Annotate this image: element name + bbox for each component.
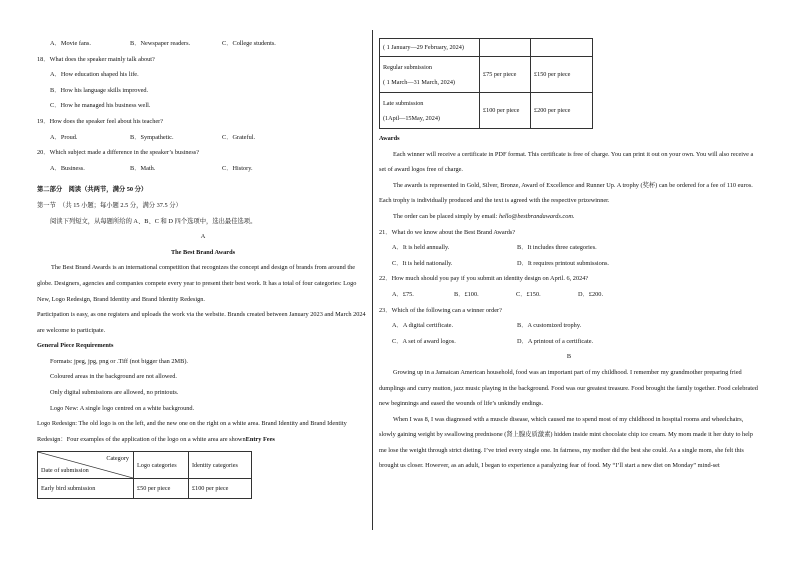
q18-option-b: B．How his language skills improved. [50, 86, 149, 94]
awards-para2: The awards is represented in Gold, Silver, Bronze, Award of Excellence and Runner Up. A trophy (奖杯) can be ordered for a fee of 110 euros. Each trophy is individually produced and the text is agreed with the respective prizewinner. [379, 181, 753, 205]
q23-stem: 23．Which of the following can a winner order? [379, 306, 502, 314]
order-email: hello@bestbrandawards.com. [498, 212, 575, 220]
q22-option-a: A．£75. [392, 290, 414, 298]
q19-option-b: B．Sympathetic. [130, 133, 174, 141]
reading-instruction: 阅读下列短文，从每题所给的 A、B、C 和 D 四个选项中，选出最佳选项。 [50, 217, 257, 225]
header-logo-categories: Logo categories [134, 452, 189, 479]
passage-a-para1: The Best Brand Awards is an international competition that recognizes the concept and design of brands from around the globe. Designers, agencies and companies compete every year to present their best work. It has a total of four categories: Logo New, Logo Redesign, Brand Identity and Brand Identity Redesign. [37, 264, 357, 303]
regular-logo-fee: £75 per piece [480, 57, 531, 93]
table-diagonal-header [38, 452, 134, 479]
header-identity-categories: Identity categories [189, 452, 252, 479]
q18-option-c: C．How he managed his business well. [50, 102, 151, 110]
awards-heading: Awards [379, 135, 400, 142]
passage-a-para2: Participation is easy, as one registers and uploads the work via the website. Brands created between January 2023 and March 2024 are welcome to participate. [37, 311, 366, 334]
q23-option-d: D．A printout of a certificate. [517, 337, 594, 345]
q22-option-c: C．£150. [516, 290, 541, 298]
regular-label: Regular submission [383, 63, 432, 71]
awards-para1: Each winner will receive a certificate in PDF format. This certificate is free of charge. You can print it out on your own. You will also receive a set of award logos free of charge. [379, 150, 754, 174]
q21-option-c: C．It is held nationally. [392, 259, 453, 267]
requirement-formats: Formats: jpeg, jpg, png or .Tiff (not bigger than 2MB). [50, 357, 189, 365]
empty-cell [531, 39, 593, 57]
requirements-heading: General Piece Requirements [37, 342, 114, 350]
q23-option-a: A．A digital certificate. [392, 322, 454, 330]
header-date: Date of submission [41, 467, 89, 475]
fees-table-part1 [37, 451, 252, 499]
q22-options [379, 287, 759, 303]
q22-option-d: D．£200. [578, 290, 604, 298]
regular-submission-cell [380, 57, 480, 93]
q19-stem: 19．How does the speaker feel about his teacher? [37, 117, 164, 125]
header-category: Category [106, 455, 129, 463]
q21-option-b: B．It includes three categories. [517, 244, 597, 252]
early-bird-logo-fee: £50 per piece [134, 479, 189, 499]
column-divider [372, 30, 373, 530]
early-bird-dates: ( 1 January—29 February, 2024) [380, 39, 480, 57]
late-dates: (1Apil—15May, 2024) [383, 114, 440, 122]
passage-b-letter: B [566, 353, 572, 361]
q18-option-a: A．How education shaped his life. [50, 71, 139, 79]
q23-options-row1 [379, 318, 759, 334]
regular-dates: ( 1 March—31 March, 2024) [383, 78, 455, 86]
passage-a-letter: A [200, 233, 206, 241]
late-logo-fee: £100 per piece [480, 93, 531, 129]
q19-options [37, 130, 369, 146]
q19-option-a: A．Proud. [50, 133, 78, 141]
q20-option-b: B．Math. [130, 164, 156, 172]
q22-stem: 22．How much should you pay if you submit an identity design on April. 6, 2024? [379, 275, 589, 283]
part2-title: 第二部分 阅读（共两节，满分 50 分） [37, 186, 148, 194]
passage-b-para1: Growing up in a Jamaican American household, food was an important part of my childhood. I remember my grandmother preparing fried dumplings and curry mutton, jazz music playing in the background. Food was our greatest treasure. Food brought the family together. Food celebrated new beginnings and eased the wounds of life’s unkindly endings. [379, 368, 758, 408]
q23-options-row2 [379, 334, 759, 350]
early-bird-identity-fee: £100 per piece [189, 479, 252, 499]
q21-options-row2 [379, 256, 759, 272]
q17-option-b: B．Newspaper readers. [130, 40, 191, 47]
fees-table-part2 [379, 38, 593, 129]
q17-option-a: A．Movie fans. [50, 40, 91, 47]
order-text: The order can be placed simply by email: [393, 212, 499, 220]
requirement-logo-new: Logo New: A single logo centred on a white background. [50, 404, 195, 412]
left-column [37, 36, 369, 499]
regular-identity-fee: £150 per piece [531, 57, 593, 93]
order-line [379, 209, 759, 225]
q20-option-a: A．Business. [50, 164, 85, 172]
q20-option-c: C．History. [222, 164, 253, 172]
q18-stem: 18．What does the speaker mainly talk about? [37, 55, 155, 63]
q20-options [37, 161, 369, 177]
right-column [379, 38, 759, 474]
passage-b-para2: When I was 8, I was diagnosed with a muscle disease, which caused me to spend most of my childhood in hospital rooms and wheelchairs, slowly gaining weight by swallowing prednisone (肾上腺皮质激素) hidden inside mint chocolate chip ice cream. My mom made it her duty to help me lose the weight through strict dieting. I’ve tried every single one. In fairness, my mother did the best she could. As a single mom, she felt this brought us closer. However, as an adult, I began to experience a paralyzing fear of food. My “I’ll start a new diet on Monday” mind-set [379, 415, 753, 470]
q19-option-c: C．Grateful. [222, 133, 256, 141]
q21-options-row1 [379, 240, 759, 256]
q21-stem: 21．What do we know about the Best Brand Awards? [379, 228, 516, 236]
entry-fees-heading: Entry Fees [245, 435, 275, 443]
empty-cell [480, 39, 531, 57]
para3-text: Logo Redesign: The old logo is on the left, and the new one on the right on a white area. Brand Identity and Brand Identity Redesign：Four examples of the application of the logo on a white area are shown [37, 420, 347, 443]
late-label: Late submission [383, 99, 424, 107]
q17-option-c: C．College students. [222, 40, 276, 47]
early-bird-label: Early bird submission [38, 479, 134, 499]
q17-options [37, 36, 369, 52]
q20-stem: 20．Which subject made a difference in the speaker’s business? [37, 149, 200, 157]
section1-title: 第一节 （共 15 小题；每小题 2.5 分，满分 37.5 分） [37, 201, 182, 209]
requirement-colours: Coloured areas in the background are not allowed. [50, 373, 177, 381]
late-submission-cell [380, 93, 480, 129]
q22-option-b: B．£100. [454, 290, 479, 298]
q21-option-a: A．It is held annually. [392, 244, 450, 252]
passage-a-title: The Best Brand Awards [170, 248, 236, 256]
requirement-digital: Only digital submissions are allowed, no printouts. [50, 389, 179, 397]
passage-a-para3 [37, 416, 369, 447]
q23-option-c: C．A set of award logos. [392, 337, 456, 345]
q23-option-b: B．A customized trophy. [517, 322, 582, 330]
q21-option-d: D．It requires printout submissions. [517, 259, 609, 267]
late-identity-fee: £200 per piece [531, 93, 593, 129]
